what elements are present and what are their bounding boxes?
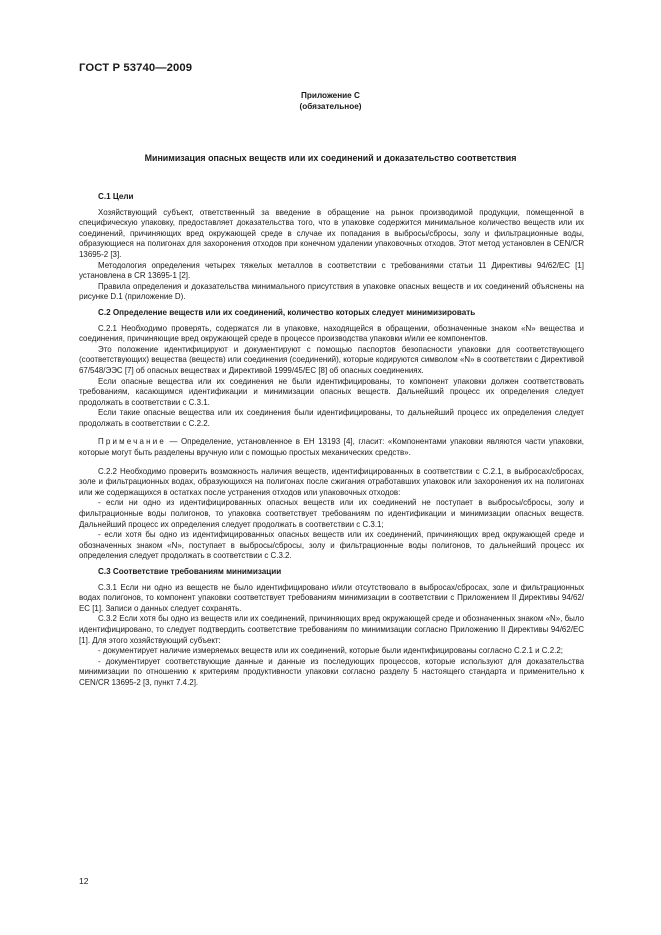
paragraph: Это положение идентифицируют и документируют с помощью паспортов безопасности упаковки для соответствующего (соответствующих) вещества (веществ) или соединения (соединений), которые кодируются символом «N» в соответствии с Директивой 67/548/ЭЭС [7] об опасных веществах и Директивой 1999/45/ЕС [8] об опасных соединениях. <box>79 344 584 375</box>
page-number: 12 <box>79 876 89 886</box>
note-label: Примечание <box>98 437 166 447</box>
paragraph: - если хотя бы одно из идентифицированных опасных веществ или их соединений, причиняющих вред окружающей среде и обозначенных знаком «N», поступает в выбросы/сбросы, золу и фильтрационные воды полигонов, то дальнейший процесс их определения следует продолжать в соответствии с С.3.2. <box>79 530 584 561</box>
paragraph: - документирует соответствующие данные и данные из последующих процессов, которые используют для доказательства минимизации по отношению к критериям продуктивности упаковки согласно разделу 5 настоящего стандарта и применительно к CEN/CR 13695-2 [3, пункт 7.4.2]. <box>79 656 584 687</box>
document-title: Минимизация опасных веществ или их соединений и доказательство соответствия <box>144 153 517 163</box>
paragraph: Если опасные вещества или их соединения не были идентифицированы, то компонент упаковки должен соответствовать требованиям, касающимся идентификации и минимизации опасных веществ. Дальнейший процесс их определения следует продолжать в соответствии с С.3.1. <box>79 376 584 407</box>
standard-code-header: ГОСТ Р 53740—2009 <box>79 62 193 74</box>
section-heading-c1: С.1 Цели <box>98 192 134 201</box>
paragraph: - документирует наличие измеряемых веществ или их соединений, которые были идентифицированы согласно С.2.1 и С.2.2; <box>98 646 563 656</box>
paragraph: Правила определения и доказательства минимального присутствия в упаковке опасных веществ и их соединений объяснены на рисунке D.1 (приложение D). <box>79 281 584 302</box>
paragraph: - если ни одно из идентифицированных опасных веществ или их соединений не поступает в выбросы/сбросы, золу и фильтрационные воды полигонов, то упаковка соответствует требованиям по идентификации и минимизации опасных веществ. Дальнейший процесс их определения следует продолжать в соответствии с С.3.1; <box>79 498 584 529</box>
document-body <box>79 192 584 689</box>
paragraph: Если такие опасные вещества или их соединения были идентифицированы, то дальнейший процесс их определения следует продолжать в соответствии с С.2.2. <box>79 408 584 428</box>
section-heading-c3: С.3 Соответствие требованиям минимизации <box>98 567 282 576</box>
paragraph: С.3.1 Если ни одно из веществ не было идентифицировано и/или отсутствовало в выбросах/сбросах, золе и фильтрационных водах полигонов, то компонент упаковки соответствует требованиям минимизации в соответствии с Приложением II Директивы 94/62/ЕС [1]. Записи о данных следует сохранять. <box>79 582 584 613</box>
paragraph: С.3.2 Если хотя бы одно из веществ или их соединений, причиняющих вред окружающей среде и обозначенных знаком «N», было идентифицировано, то следует подтвердить соответствие требованиям по минимизации согласно Приложению II Директивы 94/62/ЕС [1]. Для этого хозяйствующий субъект: <box>79 614 584 645</box>
annex-title: Приложение С <box>301 91 360 100</box>
paragraph: С.2.2 Необходимо проверить возможность наличия веществ, идентифицированных в соответствии с С.2.1, в выбросах/сбросах, золе и фильтрационных водах, образующихся на полигонах после сжигания отработавших упаковок или захоронения их на полигонах или же содержащихся в остатках после устранения отходов или упаковочных отходов: <box>79 466 584 497</box>
note-paragraph <box>79 437 584 458</box>
paragraph: Методология определения четырех тяжелых металлов в соответствии с требованиями статьи 11 Директивы 94/62/ЕС [1] установлена в CR 13695-1 [2]. <box>79 260 584 281</box>
note-text: — Определение, установленное в ЕН 13193 [4], гласит: «Компонентами упаковки являются части упаковки, которые могут быть разделены вручную или с помощью простых механических средств». <box>79 437 584 458</box>
paragraph: Хозяйствующий субъект, ответственный за введение в обращение на рынок производимой продукции, помещенной в специфическую упаковку, предоставляет доказательства того, что в упаковке содержится минимальное количество веществ или их соединений, причиняющих вред окружающей среде в случае их попадания в выбросы/сбросы, золу и фильтрационные воды, образующиеся на полигонах для захоронения отходов при конечном удалении упаковочных отходов. Этот метод установлен в CEN/CR 13695-2 [3]. <box>79 207 584 259</box>
section-heading-c2: С.2 Определение веществ или их соединений, количество которых следует минимизировать <box>98 307 476 317</box>
paragraph: С.2.1 Необходимо проверять, содержатся ли в упаковке, находящейся в обращении, обозначенные знаком «N» вещества и соединения, причиняющие вред окружающей среде в процессе производства упаковки и/или ее компонентов. <box>79 323 584 344</box>
annex-status: (обязательное) <box>299 102 362 111</box>
